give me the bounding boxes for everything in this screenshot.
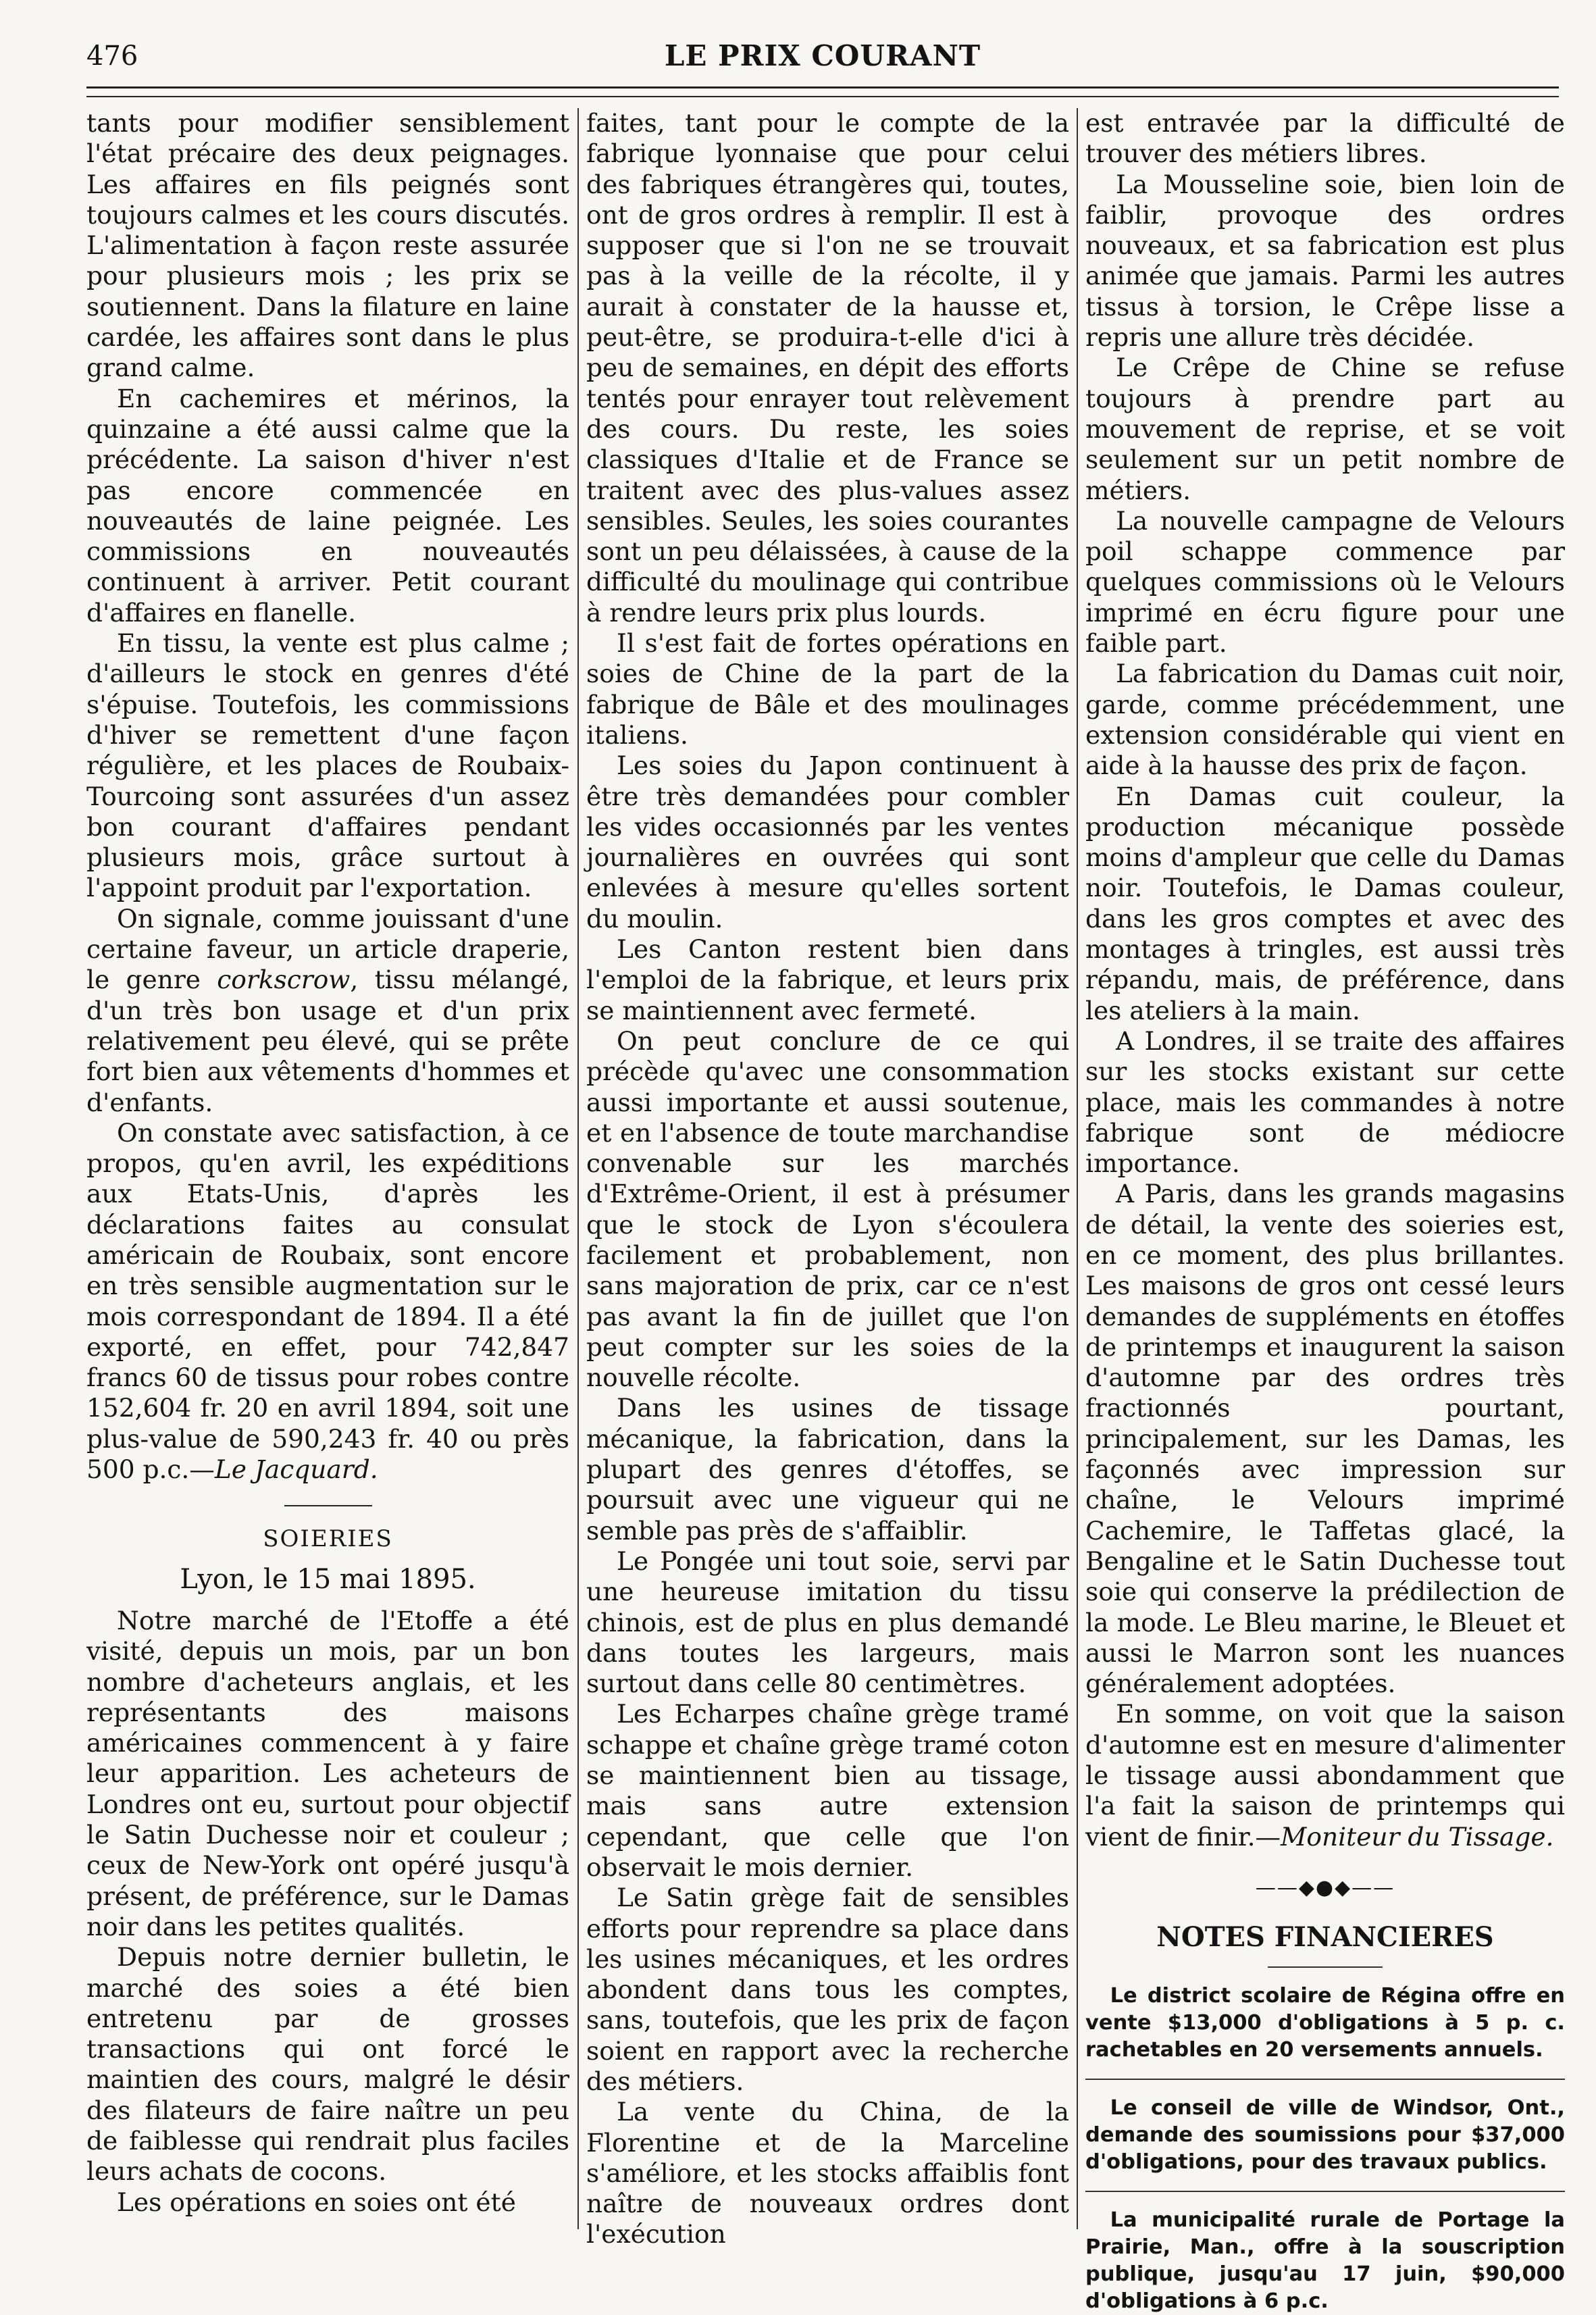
page-header	[86, 27, 1559, 81]
italic-term: corkscrow	[217, 965, 351, 995]
dateline: Lyon, le 15 mai 1895.	[180, 1563, 476, 1595]
section-title: NOTES FINANCIERES	[1156, 1921, 1494, 1954]
column-divider	[577, 108, 579, 2229]
news-note: Le district scolaire de Régina offre en vente $13,000 d'obligations à 5 p. c. rachetables en 20 versements annuels.	[1085, 1983, 1565, 2062]
ornament-divider: ——◆●◆——	[1255, 1875, 1395, 1900]
column-divider	[1077, 108, 1078, 2229]
source-credit: Le Jacquard.	[214, 1454, 378, 1485]
paragraph: est entravée par la difficulté de trouver des métiers libres.	[1085, 108, 1565, 169]
header-rule	[86, 86, 1559, 88]
paragraph: La fabrication du Damas cuit noir, garde, comme précédemment, une extension considérable qui vient en aide à la hausse des prix de façon.	[1085, 659, 1565, 781]
note-separator	[1085, 2191, 1565, 2192]
paragraph: Il s'est fait de fortes opérations en soies de Chine de la part de la fabrique de Bâle et des moulinages italiens.	[586, 628, 1069, 750]
column-right	[1085, 108, 1565, 2315]
paragraph: En cachemires et mérinos, la quinzaine a été aussi calme que la précédente. La saison d'hiver n'est pas encore commencée en nouveautés de laine peignée. Les commissions en nouveautés continuent à arriver. Petit courant d'affaires en flanelle.	[86, 383, 569, 628]
paragraph: tants pour modifier sensiblement l'état précaire des deux peignages. Les affaires en fils peignés sont toujours calmes et les cours discutés. L'alimentation à façon reste assurée pour plusieurs mois ; les prix se soutiennent. Dans la filature en laine cardée, les affaires sont dans le plus grand calme.	[86, 108, 569, 383]
section-title: SOIERIES	[263, 1525, 393, 1553]
notes-financieres-section	[1085, 1922, 1565, 2314]
paragraph: En tissu, la vente est plus calme ; d'ailleurs le stock en genres d'été s'épuise. Toutefois, les commissions d'hiver se remettent d'une façon régulière, et les places de Roubaix-Tourcoing sont assurées d'un assez bon courant d'affaires pendant plusieurs mois, grâce surtout à l'appoint produit par l'exportation.	[86, 628, 569, 903]
running-title: LE PRIX COURANT	[664, 39, 981, 72]
paragraph: Notre marché de l'Etoffe a été visité, depuis un mois, par un bon nombre d'acheteurs anglais, et les représentants des maisons américaines commencent à y faire leur apparition. Les acheteurs de Londres ont eu, surtout pour objectif le Satin Duchesse noir et couleur ; ceux de New-York ont opéré jusqu'à présent, de préférence, sur le Damas noir dans les petites qualités.	[86, 1605, 569, 1941]
news-note: Le conseil de ville de Windsor, Ont., demande des soumissions pour $37,000 d'obligations, pour des travaux publics.	[1085, 2095, 1565, 2174]
column-middle	[586, 108, 1069, 2250]
text-run: En somme, on voit que la saison d'automne est en mesure d'alimenter le tissage aussi abondamment que l'a fait la saison de printemps qui vient de finir.—	[1085, 1699, 1565, 1852]
text-run: , tissu mélangé, d'un très bon usage et d'un prix relativement peu élevé, qui se prête fort bien aux vêtements d'hommes et d'enfants.	[86, 965, 569, 1117]
paragraph: Les Echarpes chaîne grège tramé schappe et chaîne grège tramé coton se maintiennent bien au tissage, mais sans autre extension cependant, que celle que l'on observait le mois dernier.	[586, 1699, 1069, 1882]
column-left	[86, 108, 569, 2218]
paragraph: Dans les usines de tissage mécanique, la fabrication, dans la plupart des genres d'étoffes, se poursuit avec une vigueur qui ne semble pas près de s'affaiblir.	[586, 1393, 1069, 1546]
paragraph: Les Canton restent bien dans l'emploi de la fabrique, et leurs prix se maintiennent avec fermeté.	[586, 934, 1069, 1025]
note-separator	[1085, 2079, 1565, 2080]
section-rule	[284, 1505, 372, 1506]
source-credit: Moniteur du Tissage.	[1281, 1821, 1554, 1852]
section-rule	[1268, 1966, 1383, 1968]
header-rule-thin	[86, 96, 1559, 97]
news-note: La municipalité rurale de Portage la Prairie, Man., offre à la souscription publique, jusqu'au 17 juin, $90,000 d'obligations à 6 p.c.	[1085, 2208, 1565, 2313]
paragraph: En Damas cuit couleur, la production mécanique possède moins d'ampleur que celle du Damas noir. Toutefois, le Damas couleur, dans les gros comptes et avec des montages à tringles, est aussi très répandu, mais, de préférence, dans les ateliers à la main.	[1085, 781, 1565, 1025]
paragraph: Le Satin grège fait de sensibles efforts pour reprendre sa place dans les usines mécaniques, et les ordres abondent dans tous les comptes, sans, toutefois, que les prix de façon soient en rapport avec la recherche des métiers.	[586, 1883, 1069, 2096]
paragraph: La Mousseline soie, bien loin de faiblir, provoque des ordres nouveaux, et sa fabrication est plus animée que jamais. Parmi les autres tissus à torsion, le Crêpe lisse a repris une allure très décidée.	[1085, 169, 1565, 353]
paragraph: Les soies du Japon continuent à être très demandées pour combler les vides occasionnés par les ventes journalières en ouvrées qui sont enlevées à mesure qu'elles sortent du moulin.	[586, 751, 1069, 934]
text-run: On signale, comme jouissant d'une certaine faveur, un article draperie, le genre	[86, 903, 569, 995]
paragraph: Le Crêpe de Chine se refuse toujours à prendre part au mouvement de reprise, et se voit seulement sur un petit nombre de métiers.	[1085, 353, 1565, 505]
paragraph: Le Pongée uni tout soie, servi par une heureuse imitation du tissu chinois, est de plus en plus demandé dans toutes les largeurs, mais surtout dans celle 80 centimètres.	[586, 1546, 1069, 1699]
paragraph: A Londres, il se traite des affaires sur les stocks existant sur cette place, mais les commandes à notre fabrique sont de médiocre importance.	[1085, 1025, 1565, 1179]
paragraph: faites, tant pour le compte de la fabrique lyonnaise que pour celui des fabriques étrangères qui, toutes, ont de gros ordres à remplir. Il est à supposer que si l'on ne se trouvait pas à la veille de la récolte, il y aurait à constater de la hausse et, peut-être, se produira-t-elle d'ici à peu de semaines, en dépit des efforts tentés pour enrayer tout relèvement des cours. Du reste, les soies classiques d'Italie et de France se traitent avec des plus-values assez sensibles. Seules, les soies courantes sont un peu délaissées, à cause de la difficulté du moulinage qui contribue à rendre leurs prix plus lourds.	[586, 108, 1069, 628]
text-run: On constate avec satisfaction, à ce propos, qu'en avril, les expéditions aux Etats-Unis, d'après les déclarations faites au consulat américain de Roubaix, sont encore en très sensible augmentation sur le mois correspondant de 1894. Il a été exporté, en effet, pour 742,847 francs 60 de tissus pour robes contre 152,604 fr. 20 en avril 1894, soit une plus-value de 590,243 fr. 40 ou près 500 p.c.—	[86, 1117, 569, 1485]
paragraph	[1085, 1699, 1565, 1852]
paragraph: On peut conclure de ce qui précède qu'avec une consommation aussi importante et aussi soutenue, et en l'absence de toute marchandise convenable sur les marchés d'Extrême-Orient, il est à présumer que le stock de Lyon s'écoulera facilement et probablement, non sans majoration de prix, car ce n'est pas avant la fin de juillet que l'on peut compter sur les soies de la nouvelle récolte.	[586, 1025, 1069, 1393]
paragraph: La vente du China, de la Florentine et de la Marceline s'améliore, et les stocks affaiblis font naître de nouveaux ordres dont l'exécution	[586, 2097, 1069, 2249]
page-number: 476	[86, 41, 138, 72]
paragraph: La nouvelle campagne de Velours poil schappe commence par quelques commissions où le Velours imprimé en écru figure pour une faible part.	[1085, 505, 1565, 659]
paragraph: A Paris, dans les grands magasins de détail, la vente des soieries est, en ce moment, des plus brillantes. Les maisons de gros ont cessé leurs demandes de suppléments en étoffes de printemps et inaugurent la saison d'automne par des ordres très fractionnés pourtant, principalement, sur les Damas, les façonnés avec impression sur chaîne, le Velours imprimé Cachemire, le Taffetas glacé, la Bengaline et le Satin Duchesse tout soie qui conserve la prédilection de la mode. Le Bleu marine, le Bleuet et aussi le Marron sont les nuances généralement adoptées.	[1085, 1179, 1565, 1699]
paragraph	[86, 1118, 569, 1485]
paragraph: Depuis notre dernier bulletin, le marché des soies a été bien entretenu par de grosses transactions qui ont forcé le maintien des cours, malgré le désir des filateurs de faire naître un peu de faiblesse qui rendrait plus faciles leurs achats de cocons.	[86, 1942, 569, 2187]
paragraph: Les opérations en soies ont été	[117, 2187, 516, 2217]
paragraph	[86, 904, 569, 1118]
